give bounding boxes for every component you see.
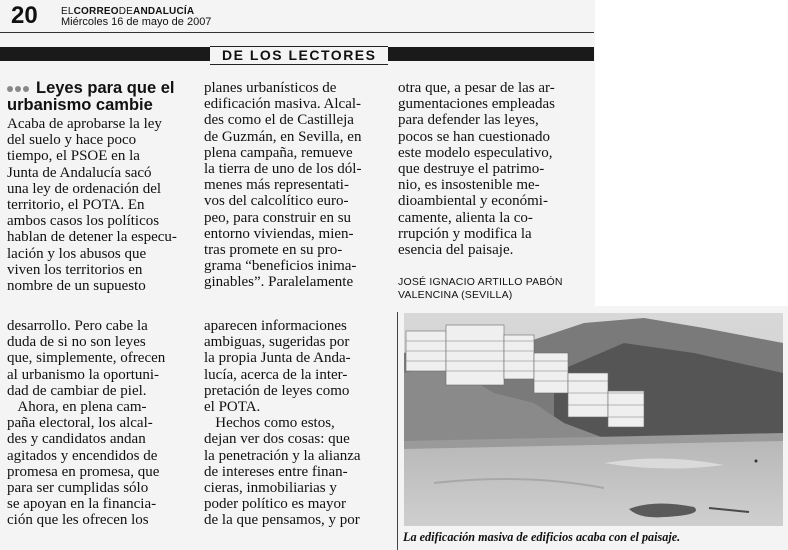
text-line: lucía, acerca de la inter- <box>204 366 348 383</box>
header-rule <box>0 32 594 33</box>
text-line: Hechos como estos, <box>204 415 335 432</box>
page-number: 20 <box>11 2 38 29</box>
text-line: dejan ver dos cosas: que <box>204 431 350 448</box>
article-headline <box>7 79 175 114</box>
text-line: ción que les ofrecen los <box>7 512 149 529</box>
masthead-de: DE <box>118 6 134 17</box>
bullet-dots-icon <box>7 79 33 89</box>
text-line: paña electoral, los alcal- <box>7 415 153 432</box>
text-line: dioambiental y económi- <box>398 193 548 210</box>
masthead-correo: CORREO <box>73 6 119 17</box>
text-line: promesa en promesa, que <box>7 463 160 480</box>
masthead-prefix: EL <box>61 6 74 17</box>
text-line: al urbanismo la oportuni- <box>7 366 160 383</box>
headline-line: urbanismo cambie <box>7 96 153 114</box>
text-line: esencia del paisaje. <box>398 242 514 259</box>
text-line: agitados y encendidos de <box>7 447 158 464</box>
text-line: nombre de un supuesto <box>7 278 146 295</box>
text-line: para defender las leyes, <box>398 112 539 129</box>
text-line: Acaba de aprobarse la ley <box>7 116 162 132</box>
issue-date: Miércoles 16 de mayo de 2007 <box>61 16 212 28</box>
text-line: Junta de Andalucía sacó <box>7 164 152 181</box>
text-line: poder político es mayor <box>204 496 347 513</box>
text-line: territorio, el POTA. En <box>7 197 145 214</box>
text-line: vos del calcolítico euro- <box>204 193 349 210</box>
text-line: la propia Junta de Anda- <box>204 350 351 367</box>
text-line: gumentaciones empleadas <box>398 96 556 113</box>
text-line: se apoyan en la financia- <box>7 496 157 513</box>
text-line: dad de cambiar de piel. <box>7 382 147 399</box>
article-column-3-top <box>398 80 555 258</box>
text-line: de Guzmán, en Sevilla, en <box>204 128 362 145</box>
text-line: des y candidatos andan <box>7 431 146 448</box>
text-line: pretación de leyes como <box>204 382 350 399</box>
text-line: tiempo, el PSOE en la <box>7 148 140 165</box>
text-line: cieras, inmobiliarias y <box>204 480 337 497</box>
article-column-2-top <box>204 80 361 291</box>
text-line: tras promete en su pro- <box>204 242 343 259</box>
text-line: edificación masiva. Alcal- <box>204 96 362 113</box>
text-line: para ser cumplidas sólo <box>7 480 149 497</box>
text-line: del suelo y hace poco <box>7 132 137 149</box>
text-line: menes más representati- <box>204 177 349 194</box>
text-line: de la que pensamos, y por <box>204 512 360 529</box>
text-line: este modelo especulativo, <box>398 144 553 161</box>
text-line: lación y los abusos que <box>7 245 147 262</box>
photo-caption: La edificación masiva de edificios acaba con el paisaje. <box>403 530 681 544</box>
text-line: ambos casos los políticos <box>7 213 160 230</box>
blank-margin <box>595 0 788 306</box>
text-line: duda de si no son leyes <box>7 334 146 351</box>
text-line: planes urbanísticos de <box>204 80 337 96</box>
article-column-1-bottom <box>7 318 165 529</box>
text-line: hablan de detener la especu- <box>7 229 177 246</box>
section-title: DE LOS LECTORES <box>210 46 388 65</box>
text-line: que, simplemente, ofrecen <box>7 350 166 367</box>
author-signature <box>398 276 563 302</box>
text-line: rrupción y modifica la <box>398 225 532 242</box>
text-line: ambiguas, sugeridas por <box>204 334 350 351</box>
text-line: Ahora, en plena cam- <box>7 399 147 416</box>
text-line: la tierra de uno de los dól- <box>204 161 362 178</box>
coastal-development-photo <box>404 313 783 526</box>
text-line: la penetración y la alianza <box>204 447 361 464</box>
author-location: VALENCINA (SEVILLA) <box>398 289 513 301</box>
text-line: que destruye el patrimo- <box>398 161 545 178</box>
text-line: otra que, a pesar de las ar- <box>398 80 555 96</box>
masthead-andalucia: ANDALUCÍA <box>133 6 195 17</box>
text-line: desarrollo. Pero cabe la <box>7 318 148 334</box>
text-line: entorno viviendas, mien- <box>204 225 354 242</box>
article-column-1-top <box>7 116 177 294</box>
text-line: una ley de ordenación del <box>7 180 162 197</box>
text-line: camente, alienta la co- <box>398 209 533 226</box>
text-line: ginables”. Paralelamente <box>204 274 354 291</box>
text-line: grama “beneficios inima- <box>204 258 357 275</box>
author-name: JOSÉ IGNACIO ARTILLO PABÓN <box>398 276 563 288</box>
text-line: el POTA. <box>204 399 261 416</box>
text-line: aparecen informaciones <box>204 318 347 334</box>
text-line: pocos se han cuestionado <box>398 128 551 145</box>
text-line: nio, es insostenible me- <box>398 177 540 194</box>
article-column-2-bottom <box>204 318 361 529</box>
text-line: des como el de Castilleja <box>204 112 354 129</box>
text-line: de intereses entre finan- <box>204 463 348 480</box>
headline-line: Leyes para que el <box>36 79 175 97</box>
text-line: viven los territorios en <box>7 261 143 278</box>
text-line: peo, para construir en su <box>204 209 352 226</box>
text-line: plena campaña, remueve <box>204 144 353 161</box>
